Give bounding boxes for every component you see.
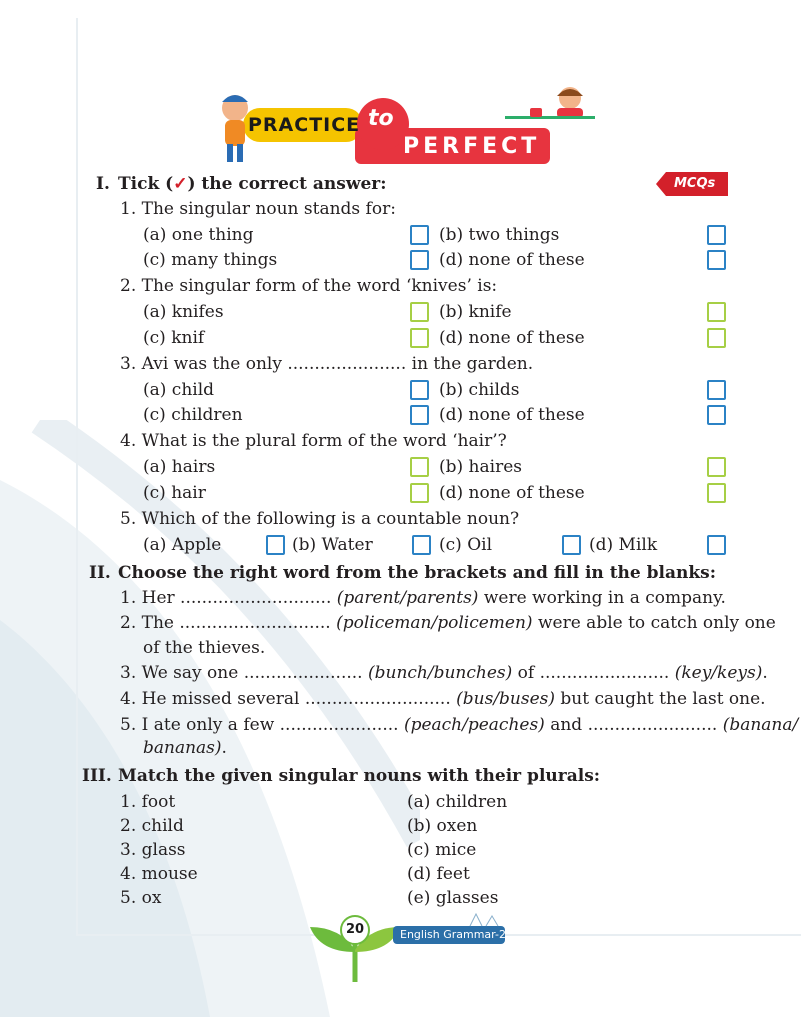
section-2-number: II.: [89, 563, 111, 583]
q3-option-d: (d) none of these: [439, 405, 585, 425]
q2-checkbox-b[interactable]: [707, 302, 726, 322]
q4-checkbox-d[interactable]: [707, 483, 726, 503]
match-left-2: 2. child: [120, 816, 184, 836]
page-number: 20: [345, 922, 365, 937]
question-5: 5. Which of the following is a countable noun?: [120, 509, 520, 529]
q4-option-a: (a) hairs: [143, 457, 216, 477]
q1-option-c: (c) many things: [143, 250, 278, 270]
section-2-heading: Choose the right word from the brackets and fill in the blanks:: [118, 563, 716, 583]
q2-option-c: (c) knif: [143, 328, 205, 348]
q3-checkbox-b[interactable]: [707, 380, 726, 400]
banner-to-text: to: [368, 106, 394, 131]
section-1-number: I.: [96, 174, 110, 194]
q1-checkbox-d[interactable]: [707, 250, 726, 270]
q5-option-c: (c) Oil: [439, 535, 493, 555]
fill-item-2-continued: of the thieves.: [143, 638, 266, 658]
q2-option-a: (a) knifes: [143, 302, 224, 322]
q4-option-c: (c) hair: [143, 483, 206, 503]
match-left-4: 4. mouse: [120, 864, 198, 884]
q1-option-a: (a) one thing: [143, 225, 254, 245]
q3-option-b: (b) childs: [439, 380, 520, 400]
q3-checkbox-c[interactable]: [410, 405, 429, 425]
q3-checkbox-d[interactable]: [707, 405, 726, 425]
q4-checkbox-c[interactable]: [410, 483, 429, 503]
match-right-e: (e) glasses: [407, 888, 499, 908]
section-3-number: III.: [82, 766, 112, 786]
q5-option-a: (a) Apple: [143, 535, 222, 555]
q4-option-d: (d) none of these: [439, 483, 585, 503]
match-left-1: 1. foot: [120, 792, 176, 812]
q2-checkbox-d[interactable]: [707, 328, 726, 348]
question-4: 4. What is the plural form of the word ‘hair’?: [120, 431, 507, 451]
q5-option-d: (d) Milk: [589, 535, 658, 555]
match-right-b: (b) oxen: [407, 816, 478, 836]
fill-item-5-continued: bananas).: [143, 738, 227, 758]
banner-perfect-text: PERFECT: [403, 134, 541, 159]
question-1: 1. The singular noun stands for:: [120, 199, 396, 219]
match-right-a: (a) children: [407, 792, 508, 812]
mcqs-label: MCQs: [674, 176, 716, 191]
q1-option-d: (d) none of these: [439, 250, 585, 270]
q3-option-a: (a) child: [143, 380, 215, 400]
banner-practice-text: PRACTICE: [248, 114, 361, 136]
q2-option-d: (d) none of these: [439, 328, 585, 348]
match-right-c: (c) mice: [407, 840, 477, 860]
q4-option-b: (b) haires: [439, 457, 522, 477]
q5-checkbox-d[interactable]: [707, 535, 726, 555]
match-left-3: 3. glass: [120, 840, 186, 860]
q5-option-b: (b) Water: [292, 535, 373, 555]
tick-mark-icon: ✓: [173, 174, 188, 194]
q3-option-c: (c) children: [143, 405, 243, 425]
question-3: 3. Avi was the only ...................... in the garden.: [120, 354, 534, 374]
fill-item-3: 3. We say one ...................... (bunch/bunches) of ........................ (key/keys).: [120, 663, 768, 683]
q5-checkbox-a[interactable]: [266, 535, 285, 555]
q2-option-b: (b) knife: [439, 302, 512, 322]
q4-checkbox-b[interactable]: [707, 457, 726, 477]
q5-checkbox-c[interactable]: [562, 535, 581, 555]
q5-checkbox-b[interactable]: [412, 535, 431, 555]
q3-checkbox-a[interactable]: [410, 380, 429, 400]
q4-checkbox-a[interactable]: [410, 457, 429, 477]
match-left-5: 5. ox: [120, 888, 162, 908]
match-right-d: (d) feet: [407, 864, 470, 884]
q1-checkbox-a[interactable]: [410, 225, 429, 245]
fill-item-1: 1. Her ............................ (parent/parents) were working in a company.: [120, 588, 726, 608]
q1-checkbox-c[interactable]: [410, 250, 429, 270]
fill-item-5: 5. I ate only a few ...................... (peach/peaches) and ........................ (banana/: [120, 715, 799, 735]
q2-checkbox-c[interactable]: [410, 328, 429, 348]
book-title: English Grammar-2: [400, 928, 506, 941]
fill-item-2: 2. The ............................ (policeman/policemen) were able to catch only one: [120, 613, 776, 633]
q1-option-b: (b) two things: [439, 225, 560, 245]
section-1-heading: Tick (✓) the correct answer:: [118, 174, 387, 194]
question-2: 2. The singular form of the word ‘knives’ is:: [120, 276, 498, 296]
fill-item-4: 4. He missed several ........................... (bus/buses) but caught the last one.: [120, 689, 766, 709]
section-3-heading: Match the given singular nouns with their plurals:: [118, 766, 601, 786]
q1-checkbox-b[interactable]: [707, 225, 726, 245]
q2-checkbox-a[interactable]: [410, 302, 429, 322]
